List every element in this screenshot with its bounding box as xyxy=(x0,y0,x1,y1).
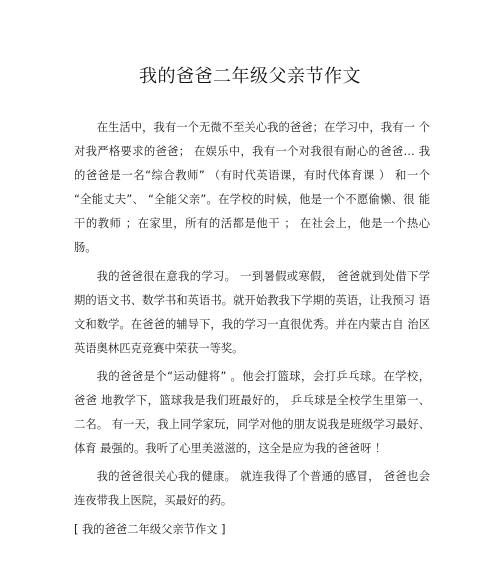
paragraph-sports: 我的爸爸是个“运动健将” 。他会打篮球，会打乒乓球。在学校， 爸爸 地教学下，篮球我是我们班最好的， 乒乓球是全校学生里第一、 二名。 有一天，我上同学家玩，同学对他的朋友说我是班级学习最好、体育 最强的。我听了心里美滋滋的，这全是应为我的爸爸呀 ！ xyxy=(74,369,430,456)
document-body xyxy=(74,116,430,542)
document-title: 我的爸爸二年级父亲节作文 xyxy=(139,66,361,87)
paragraph-health: 我的爸爸很关心我的健康。 就连我得了个普通的感冒， 爸爸也会 连夜带我上医院，买最好的药。 xyxy=(74,470,430,508)
article-title-link[interactable]: [ 我的爸爸二年级父亲节作文 ] xyxy=(74,522,226,536)
paragraph-intro: 在生活中，我有一个无微不至关心我的爸爸；在学习中，我有一 个对我严格要求的爸爸； 在娱乐中，我有一个对我很有耐心的爸爸… 我的爸爸是一名“综合教师” （有时代英语课，有时代体育课 ） 和一个 “全能丈夫”、 “全能父亲”。在学校的时候，他是一个不愿偷懒、很 能干的教师 ；在家里，所有的活都是他干 ； 在社会上，他是一个热心肠。 xyxy=(74,121,430,255)
paragraph-study: 我的爸爸很在意我的学习。 一到暑假或寒假， 爸爸就到处借下学 期的语文书、数学书和英语书。就开始教我下学期的英语，让我预习 语文和数学。在爸爸的辅导下，我的学习一直很优秀。并在内蒙古自 治区英语奥林匹克竞赛中荣获一等奖。 xyxy=(74,269,430,355)
